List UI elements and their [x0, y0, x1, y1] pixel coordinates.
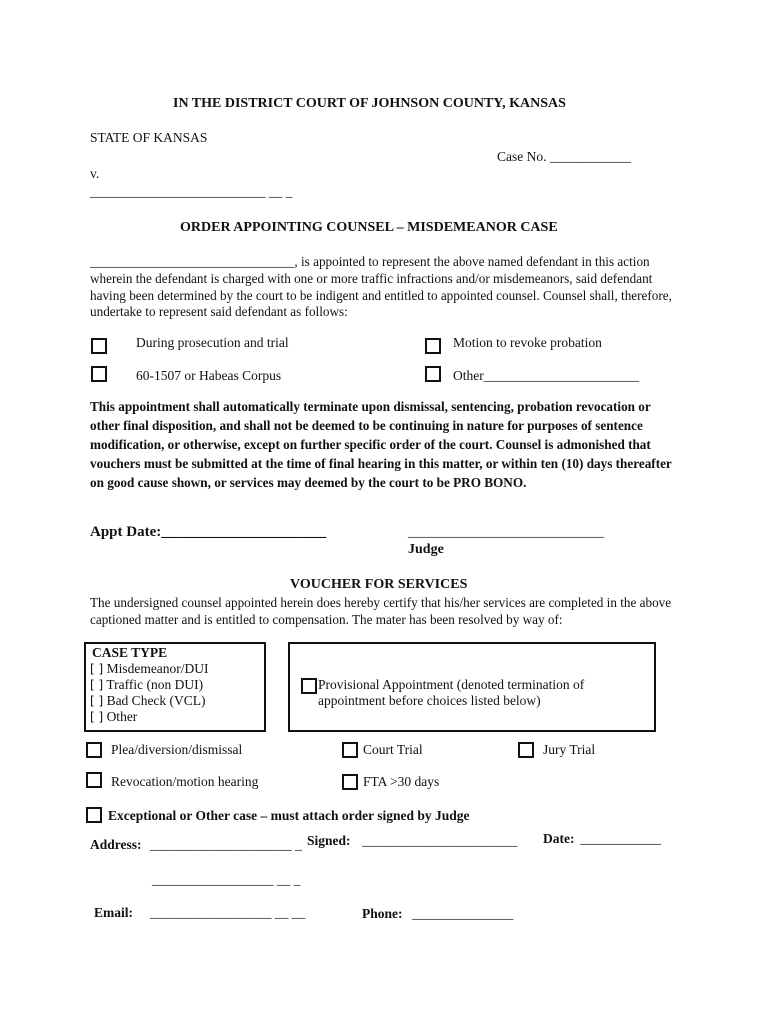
case-type-item[interactable] [90, 693, 206, 709]
case-type-box [84, 642, 266, 732]
address-line-1[interactable]: _____________________ _ [150, 837, 302, 852]
case-type-checkbox[interactable]: [ ] [90, 678, 104, 692]
voucher-intro-text: The undersigned counsel appointed herein does hereby certify that his/her services are completed in the above captioned matter and is entitled to compensation. The mater has been resolved by way of: [90, 595, 672, 627]
date-line[interactable]: ____________ [580, 831, 661, 846]
judge-signature-line[interactable]: _____________________________ [408, 524, 604, 539]
voucher-title: VOUCHER FOR SERVICES [290, 577, 468, 592]
court-title: IN THE DISTRICT COURT OF JOHNSON COUNTY, KANSAS [173, 96, 566, 111]
case-number-field[interactable]: Case No. ____________ [497, 149, 631, 164]
other-field[interactable]: Other_______________________ [453, 368, 639, 383]
appt-date-field[interactable]: Appt Date:______________________ [90, 524, 327, 540]
jury-trial-checkbox[interactable] [518, 742, 534, 758]
revoke-probation-checkbox[interactable] [425, 338, 441, 354]
address-label: Address: [90, 837, 142, 852]
case-type-item[interactable] [90, 661, 209, 677]
prosecution-checkbox[interactable] [91, 338, 107, 354]
revocation-label: Revocation/motion hearing [111, 774, 259, 789]
phone-line[interactable]: _______________ [412, 906, 514, 921]
case-type-label: Bad Check (VCL) [106, 693, 206, 708]
case-type-title: CASE TYPE [92, 645, 168, 660]
plea-label: Plea/diversion/dismissal [111, 742, 243, 757]
provisional-box [288, 642, 656, 732]
fta-checkbox[interactable] [342, 774, 358, 790]
judge-label: Judge [408, 542, 444, 557]
fta-label: FTA >30 days [363, 774, 440, 789]
signed-label: Signed: [307, 833, 351, 848]
signed-line[interactable]: _______________________ [362, 833, 518, 848]
revoke-probation-label: Motion to revoke probation [453, 335, 602, 350]
court-trial-label: Court Trial [363, 742, 423, 757]
order-title: ORDER APPOINTING COUNSEL – MISDEMEANOR CASE [180, 220, 558, 235]
exceptional-label: Exceptional or Other case – must attach order signed by Judge [108, 808, 470, 823]
termination-text: This appointment shall automatically terminate upon dismissal, sentencing, probation revocation or other final disposition, and shall not be deemed to be continuing in nature for purposes of sentence modification, or otherwise, except on further specific order of the court. Counsel is admonished that vouchers must be submitted at the time of final hearing in this matter, or within ten (10) days thereafter on good cause shown, or services may deemed by the court to be PRO BONO. [90, 399, 672, 490]
court-trial-checkbox[interactable] [342, 742, 358, 758]
order-intro-text: _______________________________, is appointed to represent the above named defendant in this action wherein the defendant is charged with one or more traffic infractions and/or misdemeanors, said defendant having been determined by the court to be indigent and entitled to appointed counsel. Counsel shall, therefore, undertake to represent said defendant as follows: [90, 254, 672, 320]
case-type-label: Traffic (non DUI) [106, 677, 204, 692]
other-checkbox[interactable] [425, 366, 441, 382]
revocation-checkbox[interactable] [86, 772, 102, 788]
case-type-label: Other [106, 709, 138, 724]
habeas-checkbox[interactable] [91, 366, 107, 382]
provisional-checkbox[interactable] [301, 678, 317, 694]
case-type-checkbox[interactable]: [ ] [90, 694, 104, 708]
case-type-item[interactable] [90, 677, 203, 693]
prosecution-label: During prosecution and trial [136, 335, 289, 350]
case-type-checkbox[interactable]: [ ] [90, 662, 104, 676]
provisional-label-line2: appointment before choices listed below) [318, 693, 541, 708]
versus-label: v. [90, 166, 100, 181]
address-line-2[interactable]: __________________ __ _ [152, 872, 301, 887]
date-label: Date: [543, 831, 575, 846]
case-type-label: Misdemeanor/DUI [106, 661, 209, 676]
plea-checkbox[interactable] [86, 742, 102, 758]
exceptional-checkbox[interactable] [86, 807, 102, 823]
provisional-label-line1: Provisional Appointment (denoted termination of [318, 677, 585, 692]
plaintiff-name: STATE OF KANSAS [90, 130, 208, 145]
phone-label: Phone: [362, 906, 403, 921]
jury-trial-label: Jury Trial [543, 742, 596, 757]
defendant-name-field[interactable]: __________________________ __ _ [90, 184, 293, 199]
habeas-label: 60-1507 or Habeas Corpus [136, 368, 282, 383]
email-line[interactable]: __________________ __ __ [150, 905, 306, 920]
case-type-item[interactable] [90, 709, 137, 725]
email-label: Email: [94, 905, 133, 920]
case-type-checkbox[interactable]: [ ] [90, 710, 104, 724]
